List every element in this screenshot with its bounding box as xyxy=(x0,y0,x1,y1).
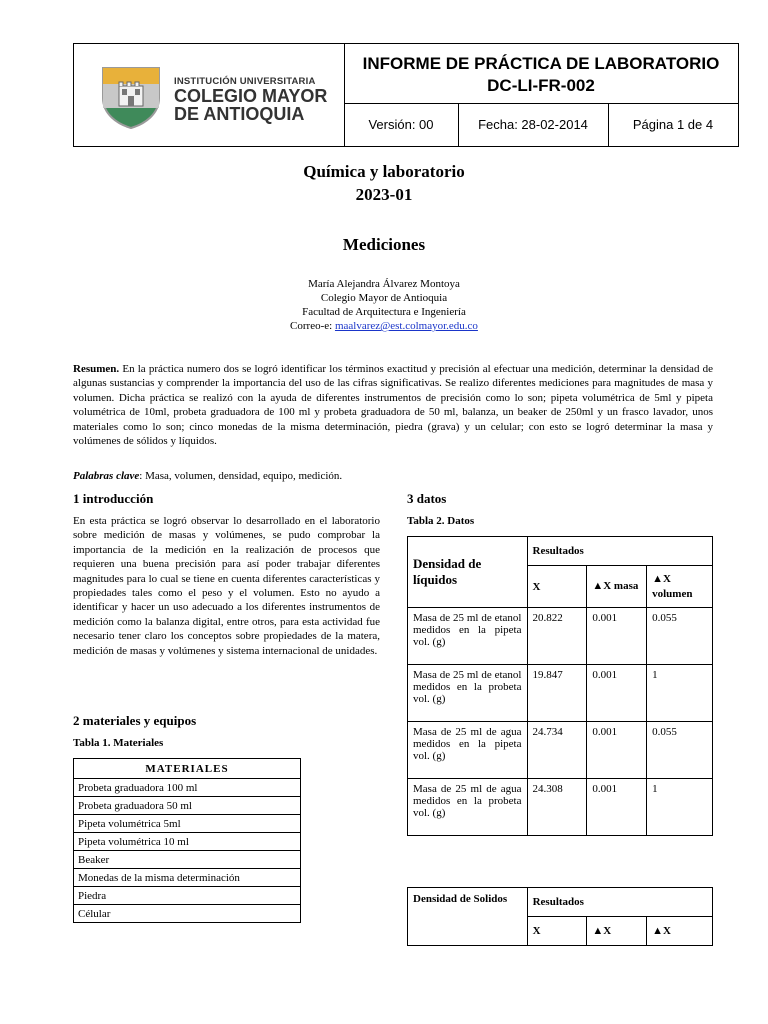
table-row: Piedra xyxy=(74,887,301,905)
abstract-text: En la práctica numero dos se logró identificar los términos exactitud y precisión al efectuar una medición, determinar la densidad de algunas sustancias y comprender la importancia del uso de las cifras significativas. Se realizo diferentes mediciones para magnitudes de masa y volumen. Dicha práctica se realizó con la ayuda de diferentes instrumentos de precisión como lo son; pipeta volumétrica de 5ml y pipeta volumétrica de 10ml, probeta graduadora de 100 ml y probeta graduadora de 50 ml, balanza, un beaker de 250ml y un frasco lavador, unos materiales como lo son; cinco monedas de la misma determinación, piedra (grava) y un celular; con esto se logró determinar la masa y volúmenes de sólidos y líquidos. xyxy=(73,363,714,448)
report-title: Mediciones xyxy=(342,235,426,254)
solids-col-dx2-header: ▲X xyxy=(647,917,713,946)
solids-col-dx1-header: ▲X xyxy=(587,917,647,946)
table-row xyxy=(408,665,713,722)
form-code: DC-LI-FR-002 xyxy=(487,76,595,95)
table-row xyxy=(408,608,713,665)
version-cell: Versión: 00 xyxy=(344,103,459,146)
author-faculty: Facultad de Arquitectura e Ingeniería xyxy=(302,306,466,318)
date-cell: Fecha: 28-02-2014 xyxy=(458,103,609,146)
logo-cell xyxy=(74,44,345,146)
section-1-text: En esta práctica se logró observar lo desarrollado en el laboratorio sobre medición de masas y volúmenes, se pudo comprobar la importancia de la medición en la realización de procesos que requieren una buena precisión para así poder trabajar diferentes magnitudes para lo cual se tiene en cuenta diferentes características y propiedades tales como el peso y el volumen. Esto no ayudo a identificar y hacer un uso adecuado a los diferentes instrumentos de medición como la balanza digital, entre otros, para esta actividad fue necesario tener claro los conceptos sobre propiedades de la matera, medición de masas y volúmenes y sistema internacional de unidades. xyxy=(73,515,380,657)
cell-x: 24.308 xyxy=(527,779,587,836)
table-row: Probeta graduadora 100 ml xyxy=(74,779,301,797)
col-dx-masa-header: ▲X masa xyxy=(587,566,647,608)
form-title: INFORME DE PRÁCTICA DE LABORATORIO xyxy=(362,54,720,73)
abstract xyxy=(73,362,713,448)
col-dx-volumen-header: ▲X volumen xyxy=(647,566,713,608)
abstract-label: Resumen. xyxy=(73,363,120,375)
table-row: Pipeta volumétrica 10 ml xyxy=(74,833,301,851)
keywords xyxy=(73,469,713,483)
author-name: María Alejandra Álvarez Montoya xyxy=(308,278,460,290)
liquids-density-table xyxy=(407,536,713,836)
row-label: Masa de 25 ml de etanol medidos en la pipeta vol. (g) xyxy=(408,608,528,665)
row-label: Masa de 25 ml de etanol medidos en la probeta vol. (g) xyxy=(408,665,528,722)
solids-density-table xyxy=(407,887,713,946)
page-number-cell: Página 1 de 4 xyxy=(632,117,714,132)
table-row: Célular xyxy=(74,905,301,923)
course-title: Química y laboratorio xyxy=(303,162,465,181)
table-row: Monedas de la misma determinación xyxy=(74,869,301,887)
cell-dx-volumen: 0.055 xyxy=(647,608,713,665)
cell-dx-masa: 0.001 xyxy=(587,779,647,836)
table-row: Probeta graduadora 50 ml xyxy=(74,797,301,815)
keywords-text: : Masa, volumen, densidad, equipo, medición. xyxy=(139,470,343,482)
cell-dx-volumen: 0.055 xyxy=(647,722,713,779)
cell-dx-volumen: 1 xyxy=(647,779,713,836)
email-link[interactable]: maalvarez@est.colmayor.edu.co xyxy=(334,320,478,332)
section-1-heading: 1 introducción xyxy=(73,491,154,506)
cell-x: 20.822 xyxy=(527,608,587,665)
materials-table xyxy=(73,758,301,923)
table-1-caption: Tabla 1. Materiales xyxy=(73,737,164,749)
section-2-heading: 2 materiales y equipos xyxy=(73,713,197,728)
materials-header: MATERIALES xyxy=(74,759,301,779)
cell-dx-volumen: 1 xyxy=(647,665,713,722)
row-label: Masa de 25 ml de agua medidos en la pipeta vol. (g) xyxy=(408,722,528,779)
logo-line-2: COLEGIO MAYOR xyxy=(174,86,328,106)
liquids-results-header: Resultados xyxy=(527,537,713,566)
solids-row-header: Densidad de Solidos xyxy=(408,888,528,946)
academic-period: 2023-01 xyxy=(355,185,413,204)
cell-dx-masa: 0.001 xyxy=(587,608,647,665)
table-row: Beaker xyxy=(74,851,301,869)
keywords-label: Palabras clave xyxy=(73,470,140,482)
logo-line-3: DE ANTIOQUIA xyxy=(174,104,305,124)
institution-shield-logo xyxy=(101,64,161,130)
author-email-line xyxy=(0,320,768,332)
col-x-header: X xyxy=(527,566,587,608)
form-title-cell xyxy=(344,44,738,104)
cell-dx-masa: 0.001 xyxy=(587,722,647,779)
cell-x: 19.847 xyxy=(527,665,587,722)
email-label: Correo-e: xyxy=(290,320,333,332)
solids-results-header: Resultados xyxy=(527,888,712,917)
liquids-row-header: Densidad de líquidos xyxy=(408,537,528,608)
row-label: Masa de 25 ml de agua medidos en la probeta vol. (g) xyxy=(408,779,528,836)
section-3-heading: 3 datos xyxy=(407,491,447,506)
table-row: Pipeta volumétrica 5ml xyxy=(74,815,301,833)
document-header xyxy=(73,43,739,147)
solids-col-x-header: X xyxy=(527,917,587,946)
table-row xyxy=(408,779,713,836)
table-2-caption: Tabla 2. Datos xyxy=(407,515,475,527)
cell-x: 24.734 xyxy=(527,722,587,779)
table-row xyxy=(408,722,713,779)
cell-dx-masa: 0.001 xyxy=(587,665,647,722)
author-institution: Colegio Mayor de Antioquia xyxy=(320,292,448,304)
logo-line-1: INSTITUCIÓN UNIVERSITARIA xyxy=(174,76,316,87)
